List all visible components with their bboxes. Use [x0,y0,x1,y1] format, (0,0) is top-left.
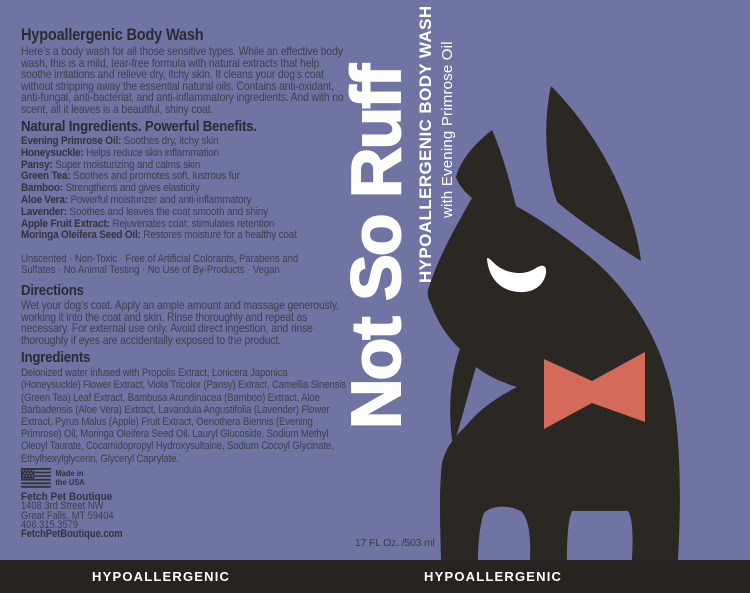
intro-heading: Hypoallergenic Body Wash [21,26,204,44]
benefit-description: Rejuvenates coat; stimulates retention [109,217,275,230]
company-phone: 406.315.3579 [21,518,79,531]
benefit-label: Apple Fruit Extract: [21,217,110,230]
benefit-description: Restores moisture for a healthy coat [140,229,297,242]
benefit-label: Green Tea: [21,170,71,183]
benefit-label: Evening Primrose Oil: [21,135,122,147]
variant-name-vertical: with Evening Primrose Oil [439,41,456,218]
made-in-text [55,469,84,488]
contact-block [21,492,348,540]
benefit-item [21,230,348,242]
benefit-description: Strengthens and gives elasticity [62,182,200,195]
company-city: Great Falls, MT 59404 [21,509,114,522]
usa-flag-icon [21,468,51,493]
bar-hypoallergenic-left: HYPOALLERGENIC [92,569,231,584]
benefit-description: Soothes dry, itchy skin [121,135,219,147]
company-website: FetchPetBoutique.com [21,528,123,541]
made-in-line2: the USA [55,477,85,488]
ingredients-heading: Ingredients [21,349,91,367]
product-name-vertical: HYPOALLERGENIC BODY WASH [416,5,435,283]
benefit-description: Soothes and promotes soft, lustrous fur [70,170,240,183]
made-in-line1: Made in [55,467,84,478]
benefit-description: Helps reduce skin inflammation [83,146,219,159]
benefit-label: Bamboo: [21,182,63,195]
company-name: Fetch Pet Boutique [21,490,113,503]
claims-line: Sulfates · No Animal Testing · No Use of By-Products · Vegan [21,264,280,277]
label-text-column [21,27,348,539]
claims-text [21,254,348,276]
bar-hypoallergenic-right: HYPOALLERGENIC [424,569,563,584]
claims-line: Unscented · Non-Toxic · Free of Artificial Colorants, Parabens and [21,253,299,266]
benefit-label: Pansy: [21,158,53,171]
made-in-usa [21,468,348,488]
directions-paragraph: Wet your dog’s coat. Apply an ample amount and massage generously, working it into the coat and skin. Rinse thoroughly and repeat as necessary. For external use only. Avoid direct ingestion, and rinse thoroughly if eyes are accidentally exposed to the product. [21,298,339,347]
dog-body [428,130,680,560]
ingredients-paragraph: Deionized water infused with Propolis Extract, Lonicera Japonica (Honeysuckle) Flower Extract, Viola Tricolor (Pansy) Extract, Camellia Sinensis (Green Tea) Leaf Extract, Bambusa Arundinacea (Bamboo) Extract, Aloe Barbadensis (Aloe Vera) Extract, Lavandula Angustifolia (Lavender) Flower Extract, Pyrus Malus (Apple) Fruit Extract, Oenothera Biennis (Evening Primrose) Oil, Moringa Oleifera Seed Oil. Lauryl Glucoside, Sodium Methyl Oleoyl Taurate, Cocamidopropyl Hydroxysultaine, Sodium Cocoyl Glycinate, Ethylhexylglycerin, Glyceryl Caprylate. [21,367,346,465]
benefit-label: Moringa Oleifera Seed Oil: [21,229,141,242]
benefit-description: Super moisturizing and calms skin [52,158,201,171]
directions-heading: Directions [21,282,84,300]
benefit-description: Powerful moisturizer and anti-inflammatory [67,193,252,206]
benefit-label: Aloe Vera: [21,193,68,206]
benefits-heading: Natural Ingredients. Powerful Benefits. [21,118,257,135]
benefit-label: Honeysuckle: [21,146,84,159]
intro-paragraph: Here’s a body wash for all those sensitive types. While an effective body wash, this is a mild, tear-free formula with natural extracts that help soothe irritations and relieve dry, itchy skin. It cleans your dog’s coat without stripping away the essential natural oils. Contains anti-oxidant, anti-fungal, anti-bacterial, and anti-inflammatory ingredients. And with no scent, all it leaves is a beautiful, shiny coat. [21,44,344,116]
benefit-description: Soothes and leaves the coat smooth and shiny [66,205,268,218]
benefit-label: Lavender: [21,205,67,218]
brand-title-vertical: Not So Ruff [337,66,415,429]
benefits-list [21,136,348,242]
net-contents-text: 17 FL Oz. /503 ml [355,537,435,549]
bottom-bar [0,560,750,593]
company-street: 1408 3rd Street NW [21,500,104,513]
